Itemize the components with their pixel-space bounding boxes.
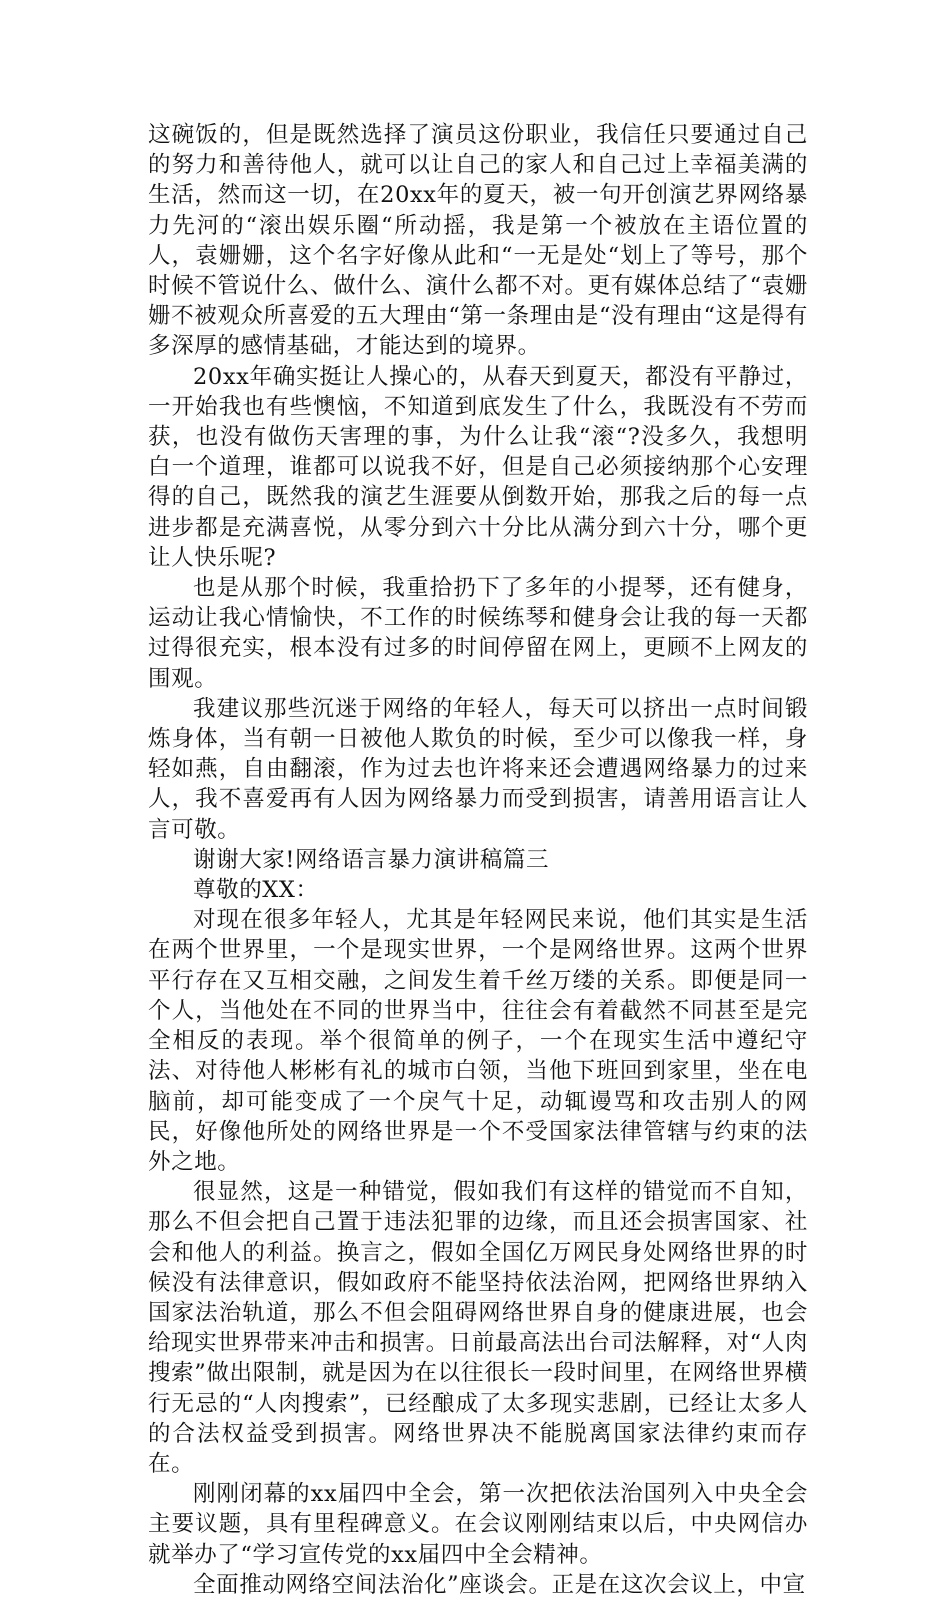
paragraph-7: 刚刚闭幕的xx届四中全会，第一次把依法治国列入中央全会主要议题，具有里程碑意义。在会议刚刚结束以后，中央网信办就举办了“学习宣传党的xx届四中全会精神。 xyxy=(148,1481,808,1568)
paragraph-4: 我建议那些沉迷于网络的年轻人，每天可以挤出一点时间锻炼身体，当有朝一日被他人欺负的时候，至少可以像我一样，身轻如燕，自由翻滚，作为过去也许将来还会遭遇网络暴力的过来人，我不喜爱再有人因为网络暴力而受到损害，请善用语言让人言可敬。 xyxy=(148,695,808,843)
paragraph-3: 也是从那个时候，我重拾扔下了多年的小提琴，还有健身，运动让我心情愉快，不工作的时候练琴和健身会让我的每一天都过得很充实，根本没有过多的时间停留在网上，更顾不上网友的围观。 xyxy=(148,575,808,692)
paragraph-8: 全面推动网络空间法治化”座谈会。正是在这次会议上，中宣 xyxy=(193,1571,806,1598)
paragraph-2: 20xx年确实挺让人操心的，从春天到夏天，都没有平静过，一开始我也有些懊恼，不知道到底发生了什么，我既没有不劳而获，也没有做伤天害理的事，为什么让我“滚“?没多久，我想明白一个道理，谁都可以说我不好，但是自己必须接纳那个心安理得的自己，既然我的演艺生涯要从倒数开始，那我之后的每一点进步都是充满喜悦，从零分到六十分比从满分到六十分，哪个更让人快乐呢? xyxy=(148,363,808,571)
salutation: 尊敬的XX： xyxy=(193,877,319,904)
paragraph-6: 很显然，这是一种错觉，假如我们有这样的错觉而不自知，那么不但会把自己置于违法犯罪的边缘，而且还会损害国家、社会和他人的利益。换言之，假如全国亿万网民身处网络世界的时候没有法律意识，假如政府不能坚持依法治网，把网络世界纳入国家法治轨道，那么不但会阻碍网络世界自身的健康进展，也会给现实世界带来冲击和损害。日前最高法出台司法解释，对“人肉搜索”做出限制，就是因为在以往很长一段时间里，在网络世界横行无忌的“人肉搜索”，已经酿成了太多现实悲剧，已经让太多人的合法权益受到损害。网络世界决不能脱离国家法律约束而存在。 xyxy=(148,1179,808,1477)
paragraph-1: 这碗饭的，但是既然选择了演员这份职业，我信任只要通过自己的努力和善待他人，就可以让自己的家人和自己过上幸福美满的生活，然而这一切，在20xx年的夏天，被一句开创演艺界网络暴力先河的“滚出娱乐圈“所动摇，我是第一个被放在主语位置的人，袁姗姗，这个名字好像从此和“一无是处“划上了等号，那个时候不管说什么、做什么、演什么都不对。更有媒体总结了“袁姗姗不被观众所喜爱的五大理由“第一条理由是“没有理由“这是得有多深厚的感情基础，才能达到的境界。 xyxy=(148,122,809,360)
section-title: 谢谢大家!网络语言暴力演讲稿篇三 xyxy=(193,846,550,873)
document-body xyxy=(148,120,808,1600)
paragraph-5: 对现在很多年轻人，尤其是年轻网民来说，他们其实是生活在两个世界里，一个是现实世界，一个是网络世界。这两个世界平行存在又互相交融，之间发生着千丝万缕的关系。即便是同一个人，当他处在不同的世界当中，往往会有着截然不同甚至是完全相反的表现。举个很简单的例子，一个在现实生活中遵纪守法、对待他人彬彬有礼的城市白领，当他下班回到家里，坐在电脑前，却可能变成了一个戾气十足，动辄谩骂和攻击别人的网民，好像他所处的网络世界是一个不受国家法律管辖与约束的法外之地。 xyxy=(148,907,808,1175)
